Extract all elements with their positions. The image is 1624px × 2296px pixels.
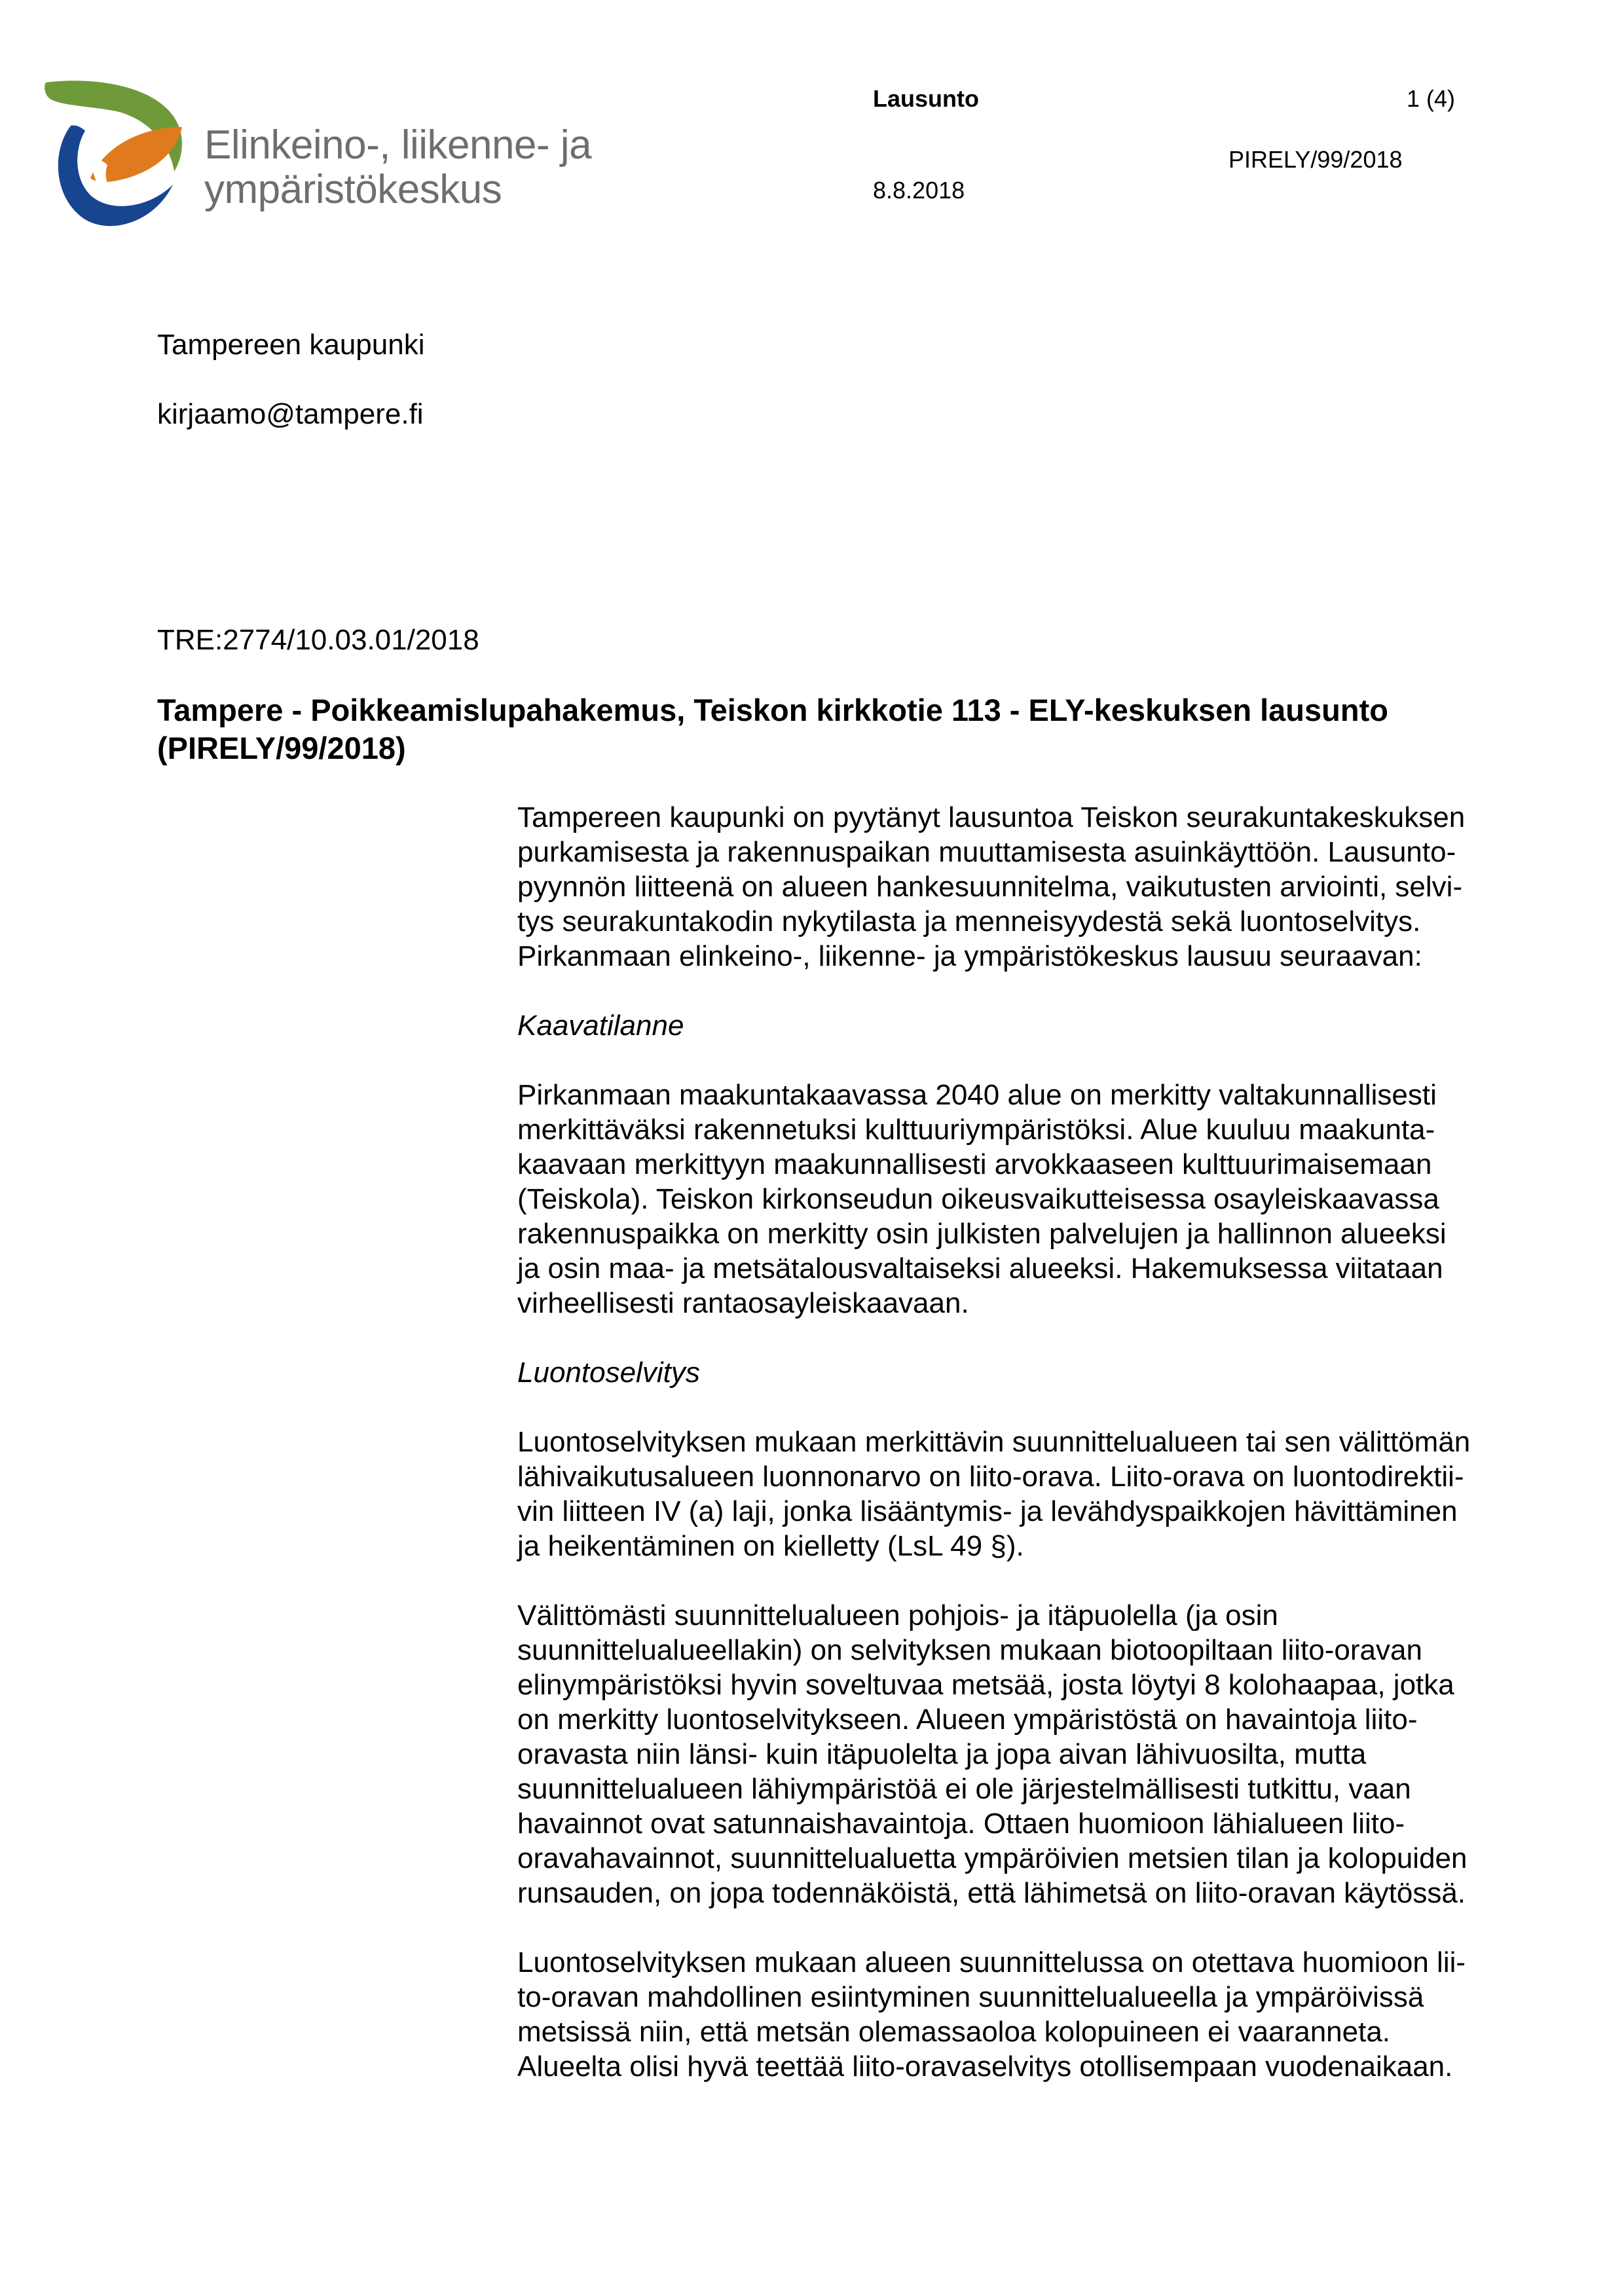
text-line: oravasta niin länsi- kuin itäpuolelta ja jopa aivan lähivuosilta, mutta — [517, 1738, 1367, 1770]
text-line: Pirkanmaan elinkeino-, liikenne- ja ympäristökeskus lausuu seuraavan: — [517, 940, 1422, 972]
text-line: ja heikentäminen on kielletty (LsL 49 §). — [517, 1530, 1024, 1562]
text-line: runsauden, on jopa todennäköistä, että lähimetsä on liito-oravan käytössä. — [517, 1877, 1466, 1909]
text-line: metsissä niin, että metsän olemassaoloa kolopuineen ei vaaranneta. — [517, 2016, 1391, 2048]
text-line: to-oravan mahdollinen esiintyminen suunnittelualueella ja ympäröivissä — [517, 1981, 1424, 2013]
text-line: (Teiskola). Teiskon kirkonseudun oikeusvaikutteisessa osayleiskaavassa — [517, 1183, 1439, 1215]
text-line: havainnot ovat satunnaishavaintoja. Ottaen huomioon lähialueen liito- — [517, 1808, 1405, 1840]
text-line: Välittömästi suunnittelualueen pohjois- ja itäpuolella (ja osin — [517, 1599, 1278, 1631]
text-line: Pirkanmaan maakuntakaavassa 2040 alue on merkitty valtakunnallisesti — [517, 1079, 1437, 1111]
text-line: merkittäväksi rakennetuksi kulttuuriympäristöksi. Alue kuuluu maakunta- — [517, 1114, 1435, 1146]
text-line: suunnittelualueen lähiympäristöä ei ole järjestelmällisesti tutkittu, vaan — [517, 1773, 1411, 1805]
document-type: Lausunto — [873, 85, 979, 112]
text-line: kaavaan merkittyyn maakunnallisesti arvokkaaseen kulttuurimaisemaan — [517, 1148, 1432, 1180]
text-line: oravahavainnot, suunnittelualuetta ympäröivien metsien tilan ja kolopuiden — [517, 1842, 1467, 1874]
text-line: rakennuspaikka on merkitty osin julkisten palvelujen ja hallinnon alueeksi — [517, 1218, 1447, 1250]
text-line: Tampereen kaupunki on pyytänyt lausuntoa Teiskon seurakuntakeskuksen — [517, 801, 1466, 833]
ely-logo — [45, 80, 189, 227]
luonto-paragraph-2 — [517, 1598, 1539, 1910]
text-line: on merkitty luontoselvitykseen. Alueen ympäristöstä on havaintoja liito- — [517, 1704, 1418, 1736]
title-line1: Tampere - Poikkeamislupahakemus, Teiskon kirkkotie 113 - ELY-keskuksen lausunto — [157, 693, 1388, 727]
text-line: Luontoselvityksen mukaan merkittävin suunnittelualueen tai sen välittömän — [517, 1426, 1471, 1458]
title-line2: (PIRELY/99/2018) — [157, 731, 406, 765]
text-line: ja osin maa- ja metsätalousvaltaiseksi alueeksi. Hakemuksessa viitataan — [517, 1252, 1443, 1285]
recipient-name: Tampereen kaupunki — [157, 329, 425, 361]
intro-paragraph — [517, 800, 1539, 974]
document-body — [517, 800, 1539, 2119]
text-line: Luontoselvityksen mukaan alueen suunnittelussa on otettava huomioon lii- — [517, 1946, 1466, 1978]
text-line: elinympäristöksi hyvin soveltuvaa metsää, josta löytyi 8 kolohaapaa, jotka — [517, 1669, 1454, 1701]
document-reference: PIRELY/99/2018 — [1228, 146, 1403, 173]
recipient-email: kirjaamo@tampere.fi — [157, 398, 424, 430]
text-line: pyynnön liitteenä on alueen hankesuunnitelma, vaikutusten arviointi, selvi- — [517, 871, 1463, 903]
text-line: virheellisesti rantaosayleiskaavaan. — [517, 1287, 969, 1319]
organization-name — [204, 123, 591, 212]
page-number: 1 (4) — [1407, 85, 1456, 112]
file-reference: TRE:2774/10.03.01/2018 — [157, 624, 479, 656]
organization-name-line1: Elinkeino-, liikenne- ja — [204, 122, 592, 168]
kaava-paragraph — [517, 1078, 1539, 1321]
luonto-paragraph-3 — [517, 1945, 1539, 2084]
section-heading-luontoselvitys: Luontoselvitys — [517, 1357, 700, 1389]
document-title — [157, 691, 1506, 767]
text-line: purkamisesta ja rakennuspaikan muuttamisesta asuinkäyttöön. Lausunto- — [517, 836, 1456, 868]
section-heading-kaavatilanne: Kaavatilanne — [517, 1010, 684, 1042]
text-line: tys seurakuntakodin nykytilasta ja menneisyydestä sekä luontoselvitys. — [517, 905, 1421, 938]
text-line: suunnittelualueellakin) on selvityksen mukaan biotoopiltaan liito-oravan — [517, 1634, 1422, 1666]
luonto-paragraph-1 — [517, 1425, 1539, 1563]
organization-name-line2: ympäristökeskus — [204, 167, 502, 212]
document-date: 8.8.2018 — [873, 177, 965, 204]
text-line: vin liitteen IV (a) laji, jonka lisääntymis- ja levähdyspaikkojen hävittäminen — [517, 1495, 1458, 1527]
text-line: lähivaikutusalueen luonnonarvo on liito-orava. Liito-orava on luontodirektii- — [517, 1461, 1464, 1493]
text-line: Alueelta olisi hyvä teettää liito-oravaselvitys otollisempaan vuodenaikaan. — [517, 2050, 1453, 2083]
